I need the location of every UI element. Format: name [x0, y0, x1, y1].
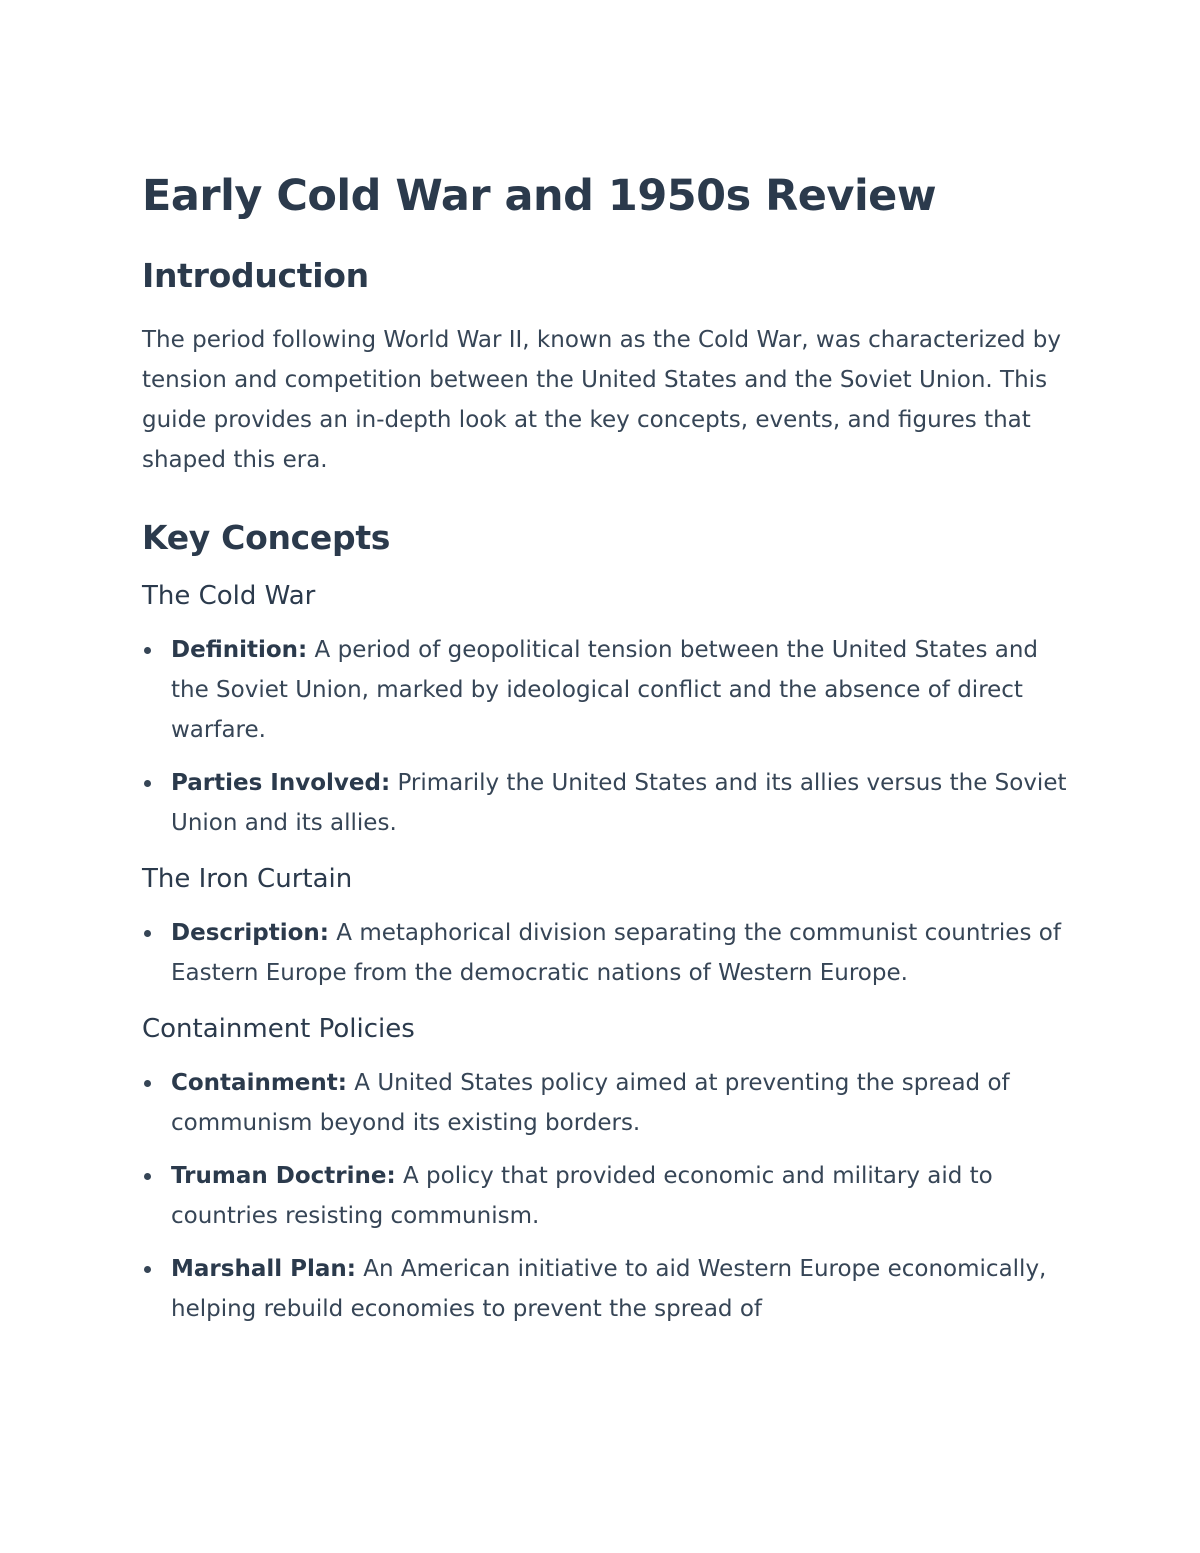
- list-item-term: Definition:: [171, 637, 308, 663]
- document-title: Early Cold War and 1950s Review: [142, 171, 937, 221]
- containment-list: [142, 1063, 1072, 1329]
- bullet-icon: [144, 1173, 151, 1180]
- bullet-icon: [144, 780, 151, 787]
- list-item: [142, 1156, 1072, 1236]
- bullet-icon: [144, 1080, 151, 1087]
- bullet-icon: [144, 1266, 151, 1273]
- iron-curtain-list: [142, 913, 1072, 993]
- list-item: [142, 1249, 1072, 1329]
- list-item-term: Description:: [171, 920, 329, 946]
- bullet-icon: [144, 647, 151, 654]
- list-item: [142, 1063, 1072, 1143]
- list-item: [142, 763, 1072, 843]
- list-item-term: Marshall Plan:: [171, 1256, 356, 1282]
- cold-war-heading: The Cold War: [142, 581, 316, 611]
- list-item-text: A United States policy aimed at preventing the spread of communism beyond its existing borders.: [171, 1070, 1010, 1136]
- list-item-term: Parties Involved:: [171, 770, 391, 796]
- list-item: [142, 913, 1072, 993]
- containment-policies-heading: Containment Policies: [142, 1014, 415, 1044]
- bullet-icon: [144, 930, 151, 937]
- cold-war-list: [142, 630, 1072, 843]
- list-item: [142, 630, 1072, 750]
- key-concepts-heading: Key Concepts: [142, 518, 391, 557]
- list-item-term: Truman Doctrine:: [171, 1163, 396, 1189]
- document-page: [142, 168, 1072, 1329]
- list-item-text: A metaphorical division separating the communist countries of Eastern Europe from the democratic nations of Western Europe.: [171, 920, 1061, 986]
- introduction-heading: Introduction: [142, 256, 369, 295]
- list-item-text: A period of geopolitical tension between the United States and the Soviet Union, marked by ideological conflict and the absence of direct warfare.: [171, 637, 1039, 743]
- list-item-text: Primarily the United States and its allies versus the Soviet Union and its allies.: [171, 770, 1067, 836]
- introduction-paragraph: The period following World War II, known as the Cold War, was characterized by tension and competition between the United States and the Soviet Union. This guide provides an in-depth look at the key concepts, events, and figures that shaped this era.: [142, 327, 1061, 473]
- list-item-term: Containment:: [171, 1070, 347, 1096]
- list-item-text: An American initiative to aid Western Europe economically, helping rebuild economies to prevent the spread of: [171, 1256, 1047, 1322]
- iron-curtain-heading: The Iron Curtain: [142, 864, 353, 894]
- list-item-text: A policy that provided economic and military aid to countries resisting communism.: [171, 1163, 993, 1229]
